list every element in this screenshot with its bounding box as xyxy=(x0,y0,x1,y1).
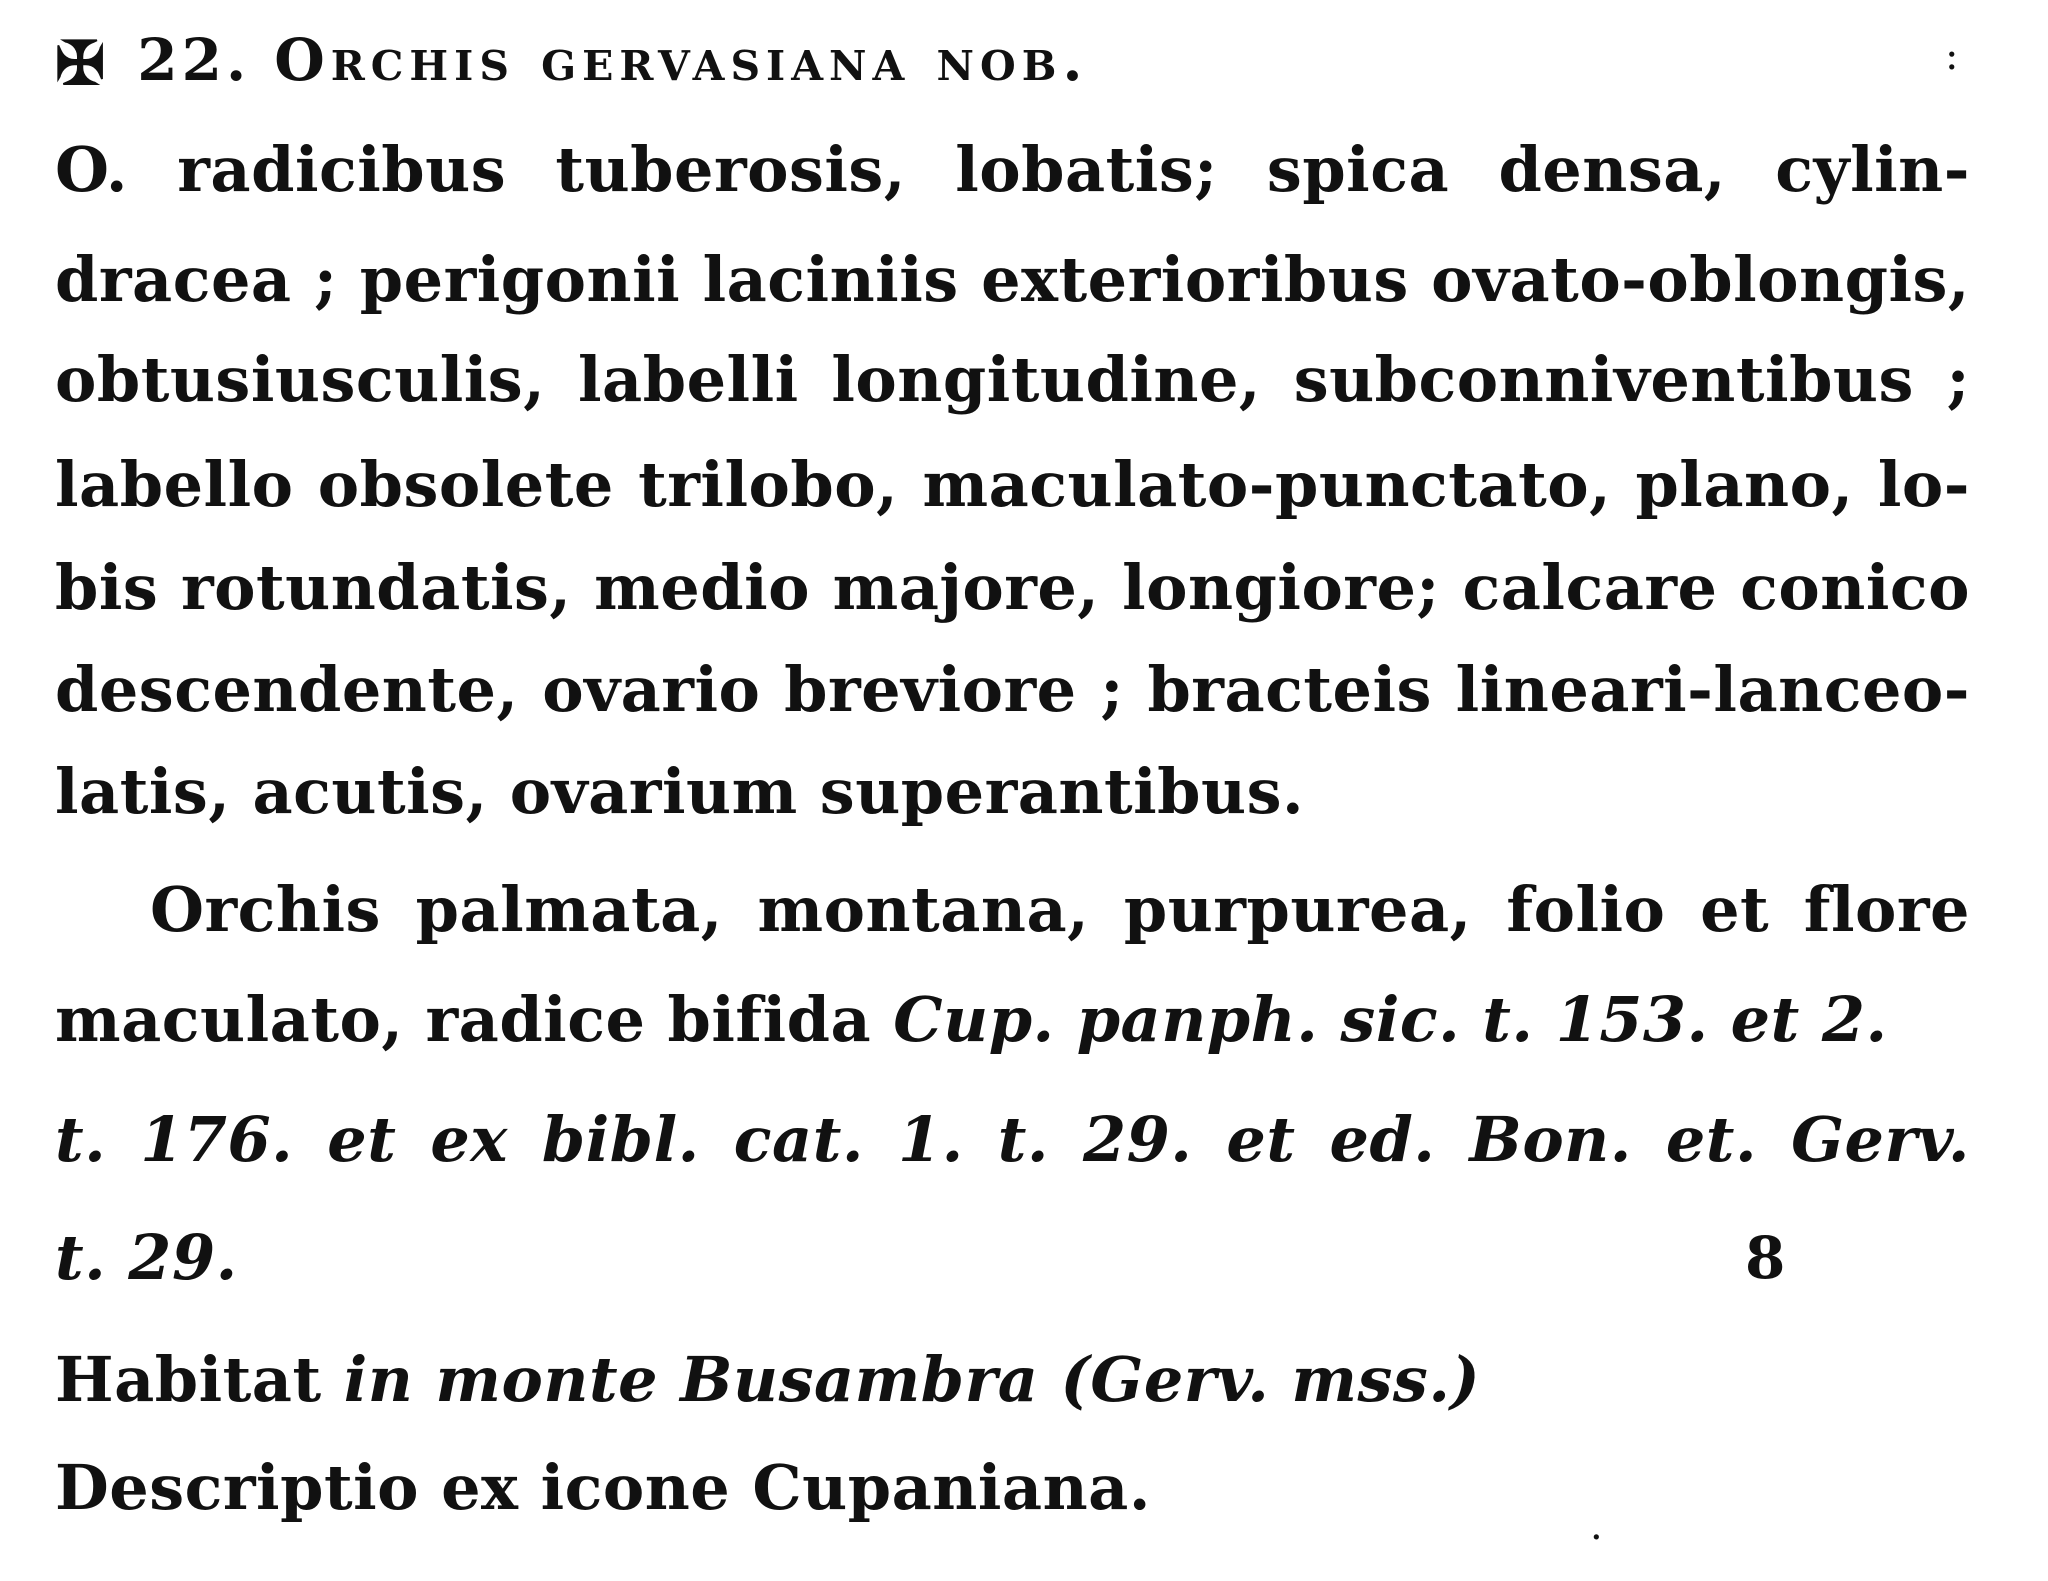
habitat-text: in monte Busambra (Gerv. mss.) xyxy=(343,1343,1481,1416)
description-line: obtusiusculis, labelli longitudine, subconniventibus ; xyxy=(55,343,1970,416)
note-line: Descriptio ex icone Cupaniana. xyxy=(55,1451,1151,1524)
description-line: bis rotundatis, medio majore, longiore; calcare conico xyxy=(55,551,1970,624)
synonym-line xyxy=(55,980,1970,1060)
synonym-citation: Cup. panph. sic. t. 153. et 2. xyxy=(893,983,1888,1056)
synonym-line: Orchis palmata, montana, purpurea, folio et flore xyxy=(150,873,1970,946)
species-title: Orchis gervasiana nob. xyxy=(274,26,1089,94)
page-number: 8 xyxy=(1745,1224,1786,1292)
species-number: 22. xyxy=(137,26,251,94)
description-line: descendente, ovario breviore ; bracteis lineari-lanceo- xyxy=(55,653,1970,726)
description-line: O. radicibus tuberosis, lobatis; spica densa, cylin- xyxy=(55,133,1970,206)
description-line: latis, acutis, ovarium superantibus. xyxy=(55,755,1305,828)
cross-pattee-icon: ✠ xyxy=(55,29,110,99)
description-line: dracea ; perigonii laciniis exterioribus ovato-oblongis, xyxy=(55,243,1970,316)
habitat-line xyxy=(55,1340,1480,1420)
synonym-text: maculato, radice bifida xyxy=(55,983,894,1056)
print-speck: : xyxy=(1945,33,1959,79)
description-line: labello obsolete trilobo, maculato-punctato, plano, lo- xyxy=(55,448,1970,521)
synonym-citation: t. 176. et ex bibl. cat. 1. t. 29. et ed. Bon. et. Gerv. xyxy=(55,1103,1970,1176)
species-heading xyxy=(55,20,1970,104)
habitat-label: Habitat xyxy=(55,1343,344,1416)
print-speck: · xyxy=(1590,1515,1603,1561)
synonym-citation: t. 29. xyxy=(55,1221,238,1294)
